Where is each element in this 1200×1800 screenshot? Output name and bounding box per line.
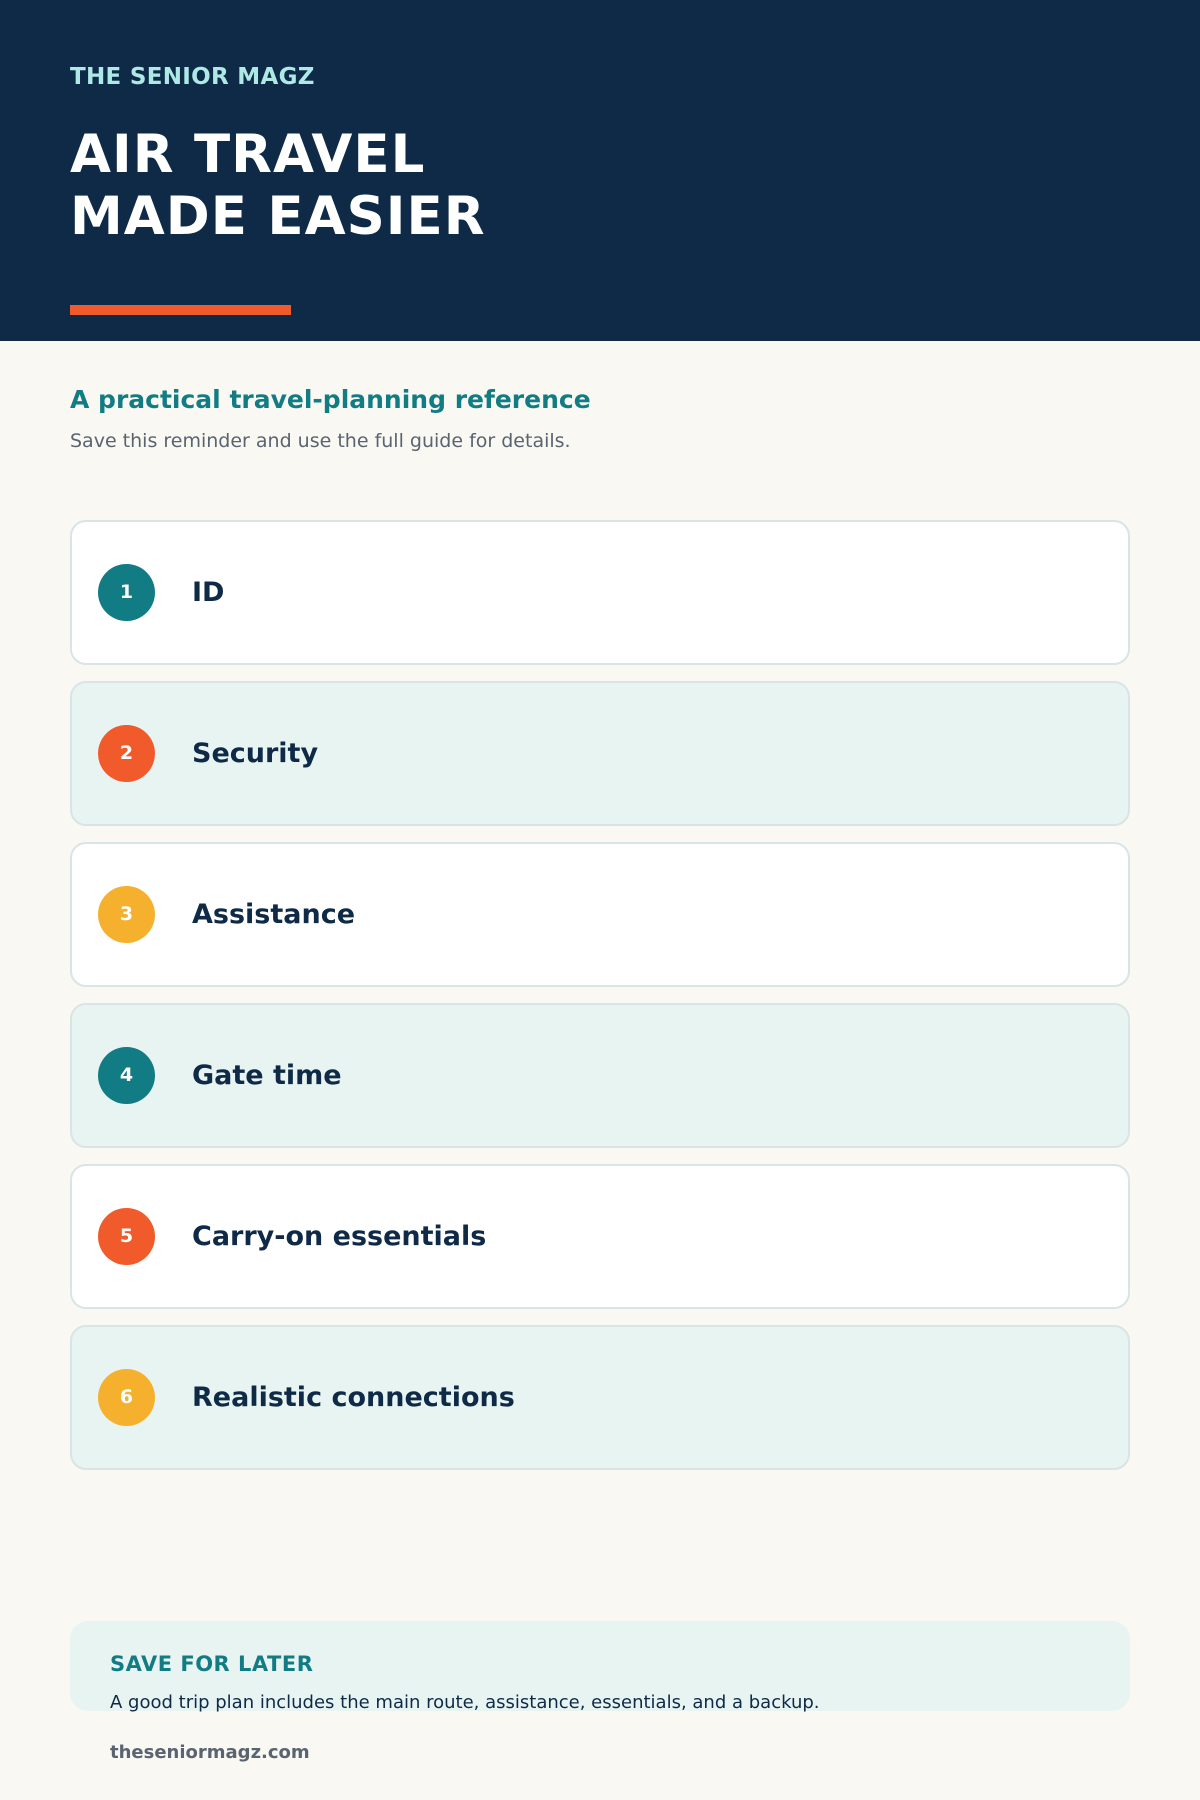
item-label: Assistance (192, 899, 356, 930)
item-number-badge: 5 (98, 1208, 155, 1265)
save-box-text: A good trip plan includes the main route, assistance, essentials, and a backup. (110, 1692, 820, 1713)
checklist-item (70, 1164, 1130, 1309)
checklist-item (70, 681, 1130, 826)
checklist-item (70, 520, 1130, 665)
checklist-item (70, 1325, 1130, 1470)
item-label: Security (192, 738, 319, 769)
intro-heading: A practical travel-planning reference (70, 385, 591, 414)
item-label: Gate time (192, 1060, 342, 1091)
title-line-1: AIR TRAVEL (70, 124, 426, 185)
save-box-title: SAVE FOR LATER (110, 1652, 314, 1676)
intro-subtext: Save this reminder and use the full guide for details. (70, 430, 571, 452)
item-number-badge: 2 (98, 725, 155, 782)
item-number-badge: 1 (98, 564, 155, 621)
item-label: ID (192, 577, 225, 608)
website-url: theseniormagz.com (110, 1742, 310, 1763)
accent-bar (70, 305, 291, 315)
page-title (70, 124, 486, 248)
item-number-badge: 3 (98, 886, 155, 943)
item-number-badge: 4 (98, 1047, 155, 1104)
item-label: Carry-on essentials (192, 1221, 487, 1252)
title-line-2: MADE EASIER (70, 186, 486, 247)
checklist-item (70, 842, 1130, 987)
item-label: Realistic connections (192, 1382, 515, 1413)
checklist-item (70, 1003, 1130, 1148)
brand-name: THE SENIOR MAGZ (70, 64, 315, 90)
header-banner (0, 0, 1200, 341)
item-number-badge: 6 (98, 1369, 155, 1426)
checklist (70, 520, 1130, 1486)
